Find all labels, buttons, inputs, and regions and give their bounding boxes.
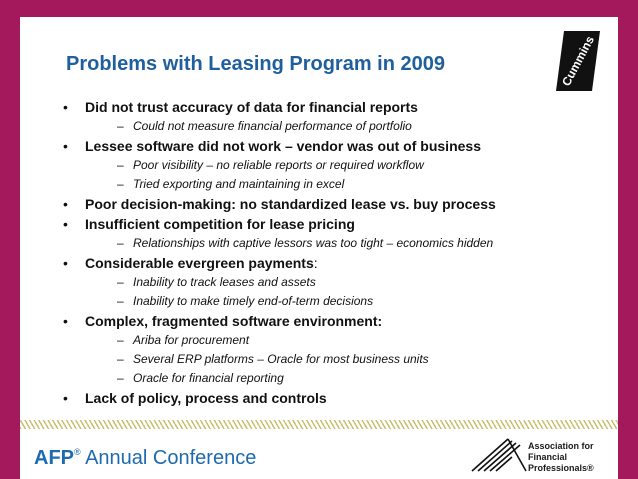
bullet-text: Insufficient competition for lease pricing bbox=[85, 216, 355, 232]
bullet-suffix: : bbox=[313, 255, 318, 271]
bullet-dot-icon: • bbox=[63, 196, 68, 212]
conference-title bbox=[34, 447, 256, 470]
sub-text: Tried exporting and maintaining in excel bbox=[133, 177, 345, 191]
bullet-item bbox=[63, 311, 603, 388]
dash-icon: – bbox=[117, 177, 124, 191]
dash-icon: – bbox=[117, 236, 124, 250]
dash-icon: – bbox=[117, 119, 124, 133]
sub-item bbox=[63, 175, 603, 194]
slide bbox=[20, 17, 618, 479]
bullet-text: Lack of policy, process and controls bbox=[85, 390, 327, 406]
sub-text: Several ERP platforms – Oracle for most business units bbox=[133, 352, 429, 366]
sub-item bbox=[63, 350, 603, 369]
bullet-item bbox=[63, 253, 603, 311]
dash-icon: – bbox=[117, 333, 124, 347]
dash-icon: – bbox=[117, 352, 124, 366]
sub-text: Inability to make timely end-of-term decisions bbox=[133, 294, 374, 308]
bullet-dot-icon: • bbox=[63, 255, 68, 271]
sub-text: Poor visibility – no reliable reports or required workflow bbox=[133, 158, 424, 172]
bullet-item bbox=[63, 97, 603, 136]
bullet-list bbox=[63, 97, 603, 408]
dash-icon: – bbox=[117, 158, 124, 172]
logo-text: Cummins bbox=[558, 33, 598, 89]
bullet-text: Poor decision-making: no standardized lease vs. buy process bbox=[85, 196, 496, 212]
dash-icon: – bbox=[117, 294, 124, 308]
decorative-stripe bbox=[20, 420, 618, 429]
conference-label: Annual Conference bbox=[80, 447, 257, 469]
bullet-text: Lessee software did not work – vendor was out of business bbox=[85, 138, 481, 154]
bullet-dot-icon: • bbox=[63, 390, 68, 406]
bullet-text: Did not trust accuracy of data for financial reports bbox=[85, 99, 418, 115]
sub-text: Relationships with captive lessors was too tight – economics hidden bbox=[133, 236, 494, 250]
slide-title: Problems with Leasing Program in 2009 bbox=[66, 53, 446, 75]
sub-item bbox=[63, 369, 603, 388]
afp-wordmark: AFP bbox=[34, 447, 74, 469]
dash-icon: – bbox=[117, 371, 124, 385]
bullet-dot-icon: • bbox=[63, 99, 68, 115]
bullet-text: Considerable evergreen payments bbox=[85, 255, 314, 271]
afp-association-logo-icon bbox=[468, 435, 532, 473]
sub-item bbox=[63, 234, 603, 253]
association-name bbox=[528, 441, 618, 474]
registered-mark: ® bbox=[74, 447, 81, 457]
sub-item bbox=[63, 292, 603, 311]
sub-text: Ariba for procurement bbox=[133, 333, 250, 347]
sub-item bbox=[63, 156, 603, 175]
association-line-1: Association for bbox=[528, 441, 594, 451]
bullet-dot-icon: • bbox=[63, 313, 68, 329]
sub-text: Could not measure financial performance of portfolio bbox=[133, 119, 412, 133]
bullet-item bbox=[63, 214, 603, 253]
bullet-dot-icon: • bbox=[63, 138, 68, 154]
bullet-dot-icon: • bbox=[63, 216, 68, 232]
association-line-2: Financial Professionals® bbox=[528, 452, 594, 473]
sub-item bbox=[63, 331, 603, 350]
bullet-item bbox=[63, 194, 603, 214]
sub-item bbox=[63, 273, 603, 292]
sub-text: Oracle for financial reporting bbox=[133, 371, 284, 385]
sub-text: Inability to track leases and assets bbox=[133, 275, 316, 289]
dash-icon: – bbox=[117, 275, 124, 289]
bullet-text: Complex, fragmented software environment: bbox=[85, 313, 383, 329]
bullet-item bbox=[63, 388, 603, 408]
bullet-item bbox=[63, 136, 603, 194]
cummins-logo-icon bbox=[550, 29, 606, 93]
sub-item bbox=[63, 117, 603, 136]
